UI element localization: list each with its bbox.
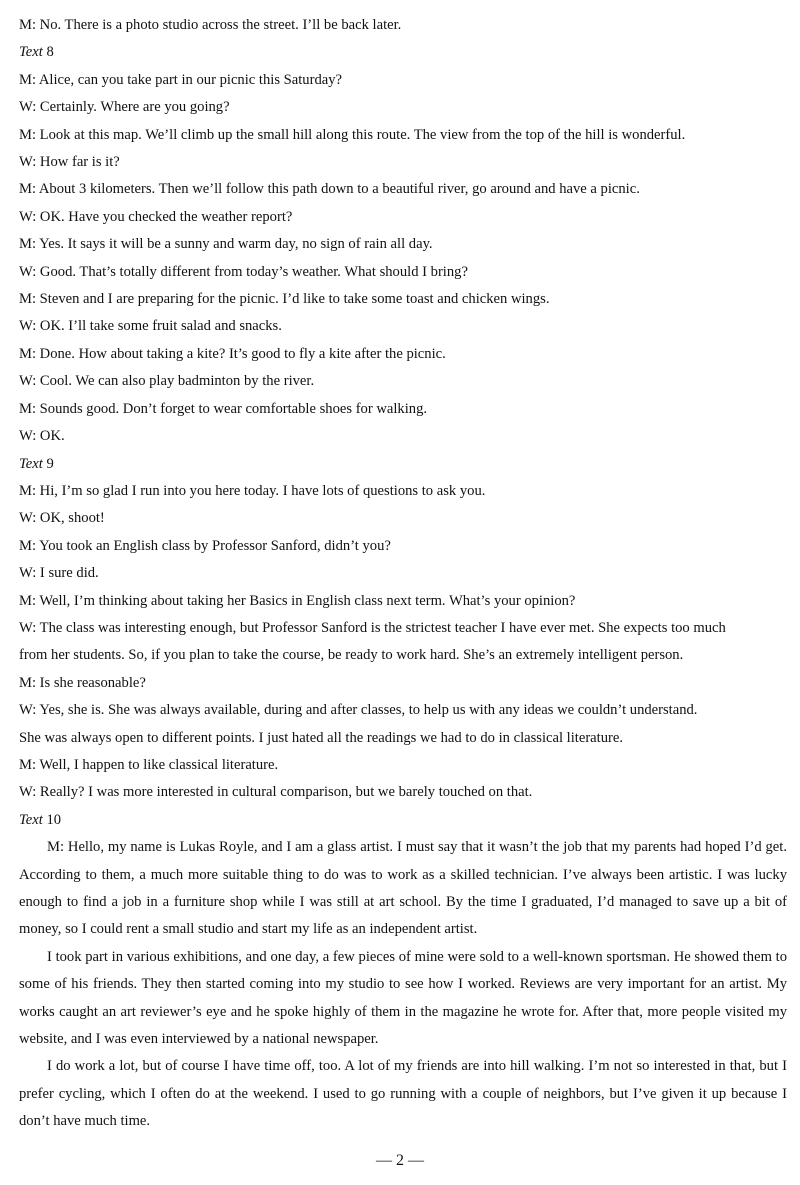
section-heading-text10 xyxy=(19,807,787,834)
dialogue-line-long xyxy=(19,615,787,670)
page-number: — 2 — xyxy=(376,1152,424,1169)
dialogue-line: M: Sounds good. Don’t forget to wear comfortable shoes for walking. xyxy=(19,400,428,417)
dialogue-line: W: Really? I was more interested in cultural comparison, but we barely touched on that. xyxy=(19,784,533,801)
heading-label: Text xyxy=(19,455,43,472)
dialogue-line-long xyxy=(19,697,787,752)
section-heading-text8 xyxy=(19,39,787,66)
monologue-paragraph: I do work a lot, but of course I have time off, too. A lot of my friends are into hill walking. I’m not so interested in that, but I prefer cycling, which I often do at the weekend. I used to go running with a couple of neighbors, but I’ve given it up because I don’t have much time. xyxy=(19,1058,787,1130)
dialogue-line-part: W: Yes, she is. She was always available, during and after classes, to help us with any ideas we couldn’t understand. xyxy=(19,702,698,719)
dialogue-line: W: OK. I’ll take some fruit salad and snacks. xyxy=(19,318,282,335)
dialogue-line: M: Yes. It says it will be a sunny and warm day, no sign of rain all day. xyxy=(19,236,433,253)
dialogue-line: M: Well, I’m thinking about taking her Basics in English class next term. What’s your opinion? xyxy=(19,592,576,609)
dialogue-line: M: No. There is a photo studio across the street. I’ll be back later. xyxy=(19,17,402,33)
dialogue-line: W: Good. That’s totally different from today’s weather. What should I bring? xyxy=(19,263,468,280)
heading-number: 8 xyxy=(46,44,54,61)
monologue-paragraph: M: Hello, my name is Lukas Royle, and I am a glass artist. I must say that it wasn’t the job that my parents had hoped I’d get. According to them, a much more suitable thing to do was to work as a skilled technician. I’ve always been artistic. I was lucky enough to find a job in a furniture shop while I was still at art school. By the time I graduated, I’d managed to save up a bit of money, so I could rent a small studio and start my life as an independent artist. xyxy=(19,839,787,938)
heading-label: Text xyxy=(19,811,43,828)
dialogue-line: W: I sure did. xyxy=(19,565,99,582)
dialogue-line: W: OK. xyxy=(19,428,65,445)
dialogue-line: W: OK, shoot! xyxy=(19,510,105,527)
dialogue-line: M: About 3 kilometers. Then we’ll follow this path down to a beautiful river, go around and have a picnic. xyxy=(19,181,640,198)
dialogue-line: W: How far is it? xyxy=(19,154,120,171)
dialogue-line: W: Cool. We can also play badminton by the river. xyxy=(19,373,315,390)
dialogue-line: M: Done. How about taking a kite? It’s good to fly a kite after the picnic. xyxy=(19,345,446,362)
heading-number: 10 xyxy=(46,811,62,828)
dialogue-line: M: Alice, can you take part in our picnic this Saturday? xyxy=(19,71,343,88)
transcript-content xyxy=(19,12,787,1136)
heading-label: Text xyxy=(19,44,43,61)
dialogue-line: M: Well, I happen to like classical literature. xyxy=(19,756,279,773)
dialogue-line: M: Is she reasonable? xyxy=(19,674,146,691)
monologue-paragraph: I took part in various exhibitions, and one day, a few pieces of mine were sold to a well-known sportsman. He showed them to some of his friends. They then started coming into my studio to see how I worked. Reviews are very important for an artist. My works caught an art reviewer’s eye and he spoke highly of them in the magazine he wrote for. After that, more people visited my website, and I was even interviewed by a national newspaper. xyxy=(19,948,787,1048)
dialogue-line-part: W: The class was interesting enough, but Professor Sanford is the strictest teacher I have ever met. She expects too much xyxy=(19,619,726,636)
heading-number: 9 xyxy=(46,455,54,472)
dialogue-line: W: Certainly. Where are you going? xyxy=(19,99,230,116)
dialogue-line-continuation: from her students. So, if you plan to take the course, be ready to work hard. She’s an extremely intelligent person. xyxy=(19,647,684,664)
dialogue-line: M: Steven and I are preparing for the picnic. I’d like to take some toast and chicken wings. xyxy=(19,291,550,308)
dialogue-line-continuation: She was always open to different points. I just hated all the readings we had to do in classical literature. xyxy=(19,729,623,746)
dialogue-line: M: You took an English class by Professor Sanford, didn’t you? xyxy=(19,537,391,554)
dialogue-line: M: Look at this map. We’ll climb up the small hill along this route. The view from the top of the hill is wonderful. xyxy=(19,126,686,143)
dialogue-line: W: OK. Have you checked the weather report? xyxy=(19,208,293,225)
section-heading-text9 xyxy=(19,451,787,478)
dialogue-line: M: Hi, I’m so glad I run into you here today. I have lots of questions to ask you. xyxy=(19,482,486,499)
